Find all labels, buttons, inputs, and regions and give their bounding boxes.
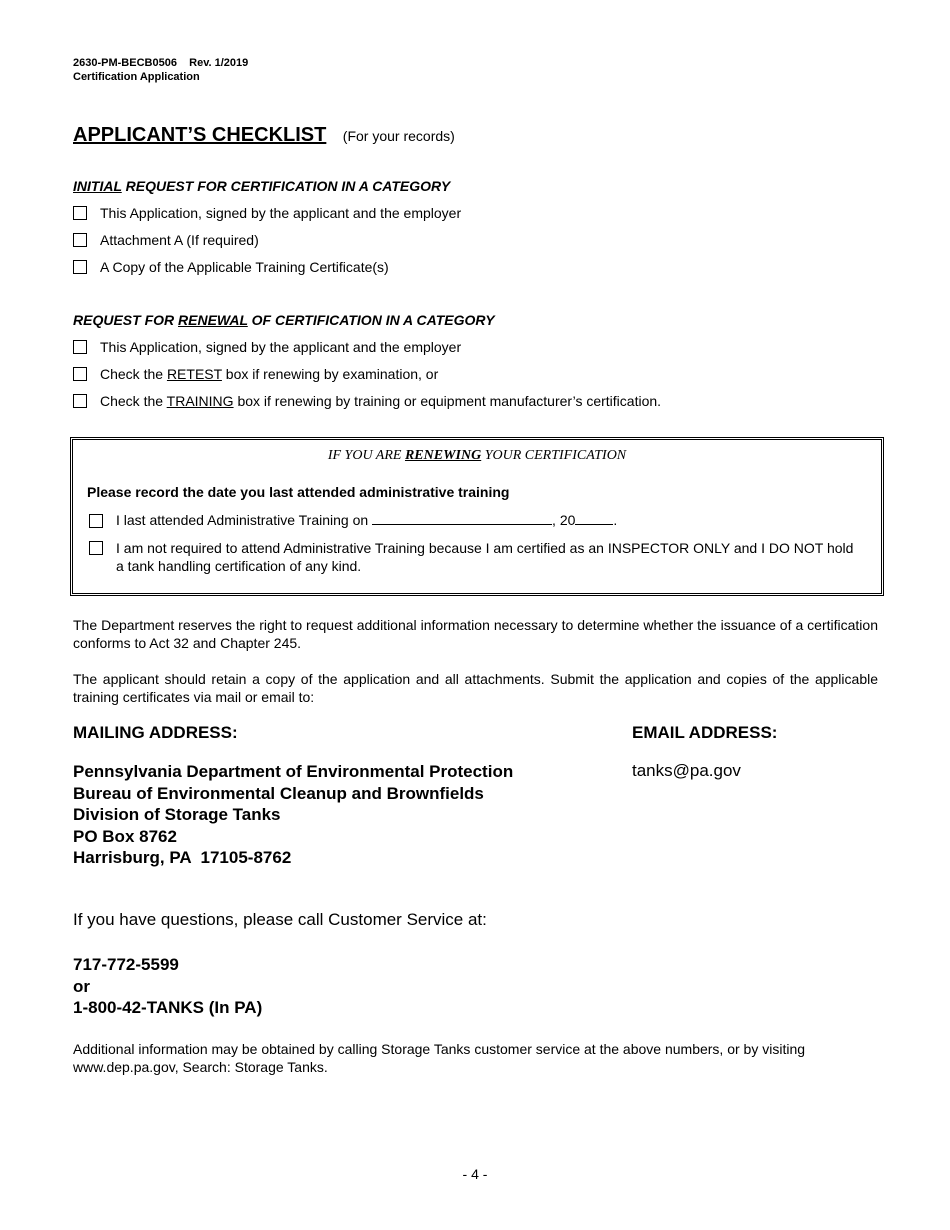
renewing-box-title: [73, 448, 881, 464]
renewing-title-emph: RENEWING: [404, 448, 482, 463]
checklist-title-row: [73, 124, 455, 147]
renewal-item-1-checkbox[interactable]: [73, 340, 87, 354]
renewal-emph: RENEWAL: [178, 312, 248, 328]
inspector-only-label: I am not required to attend Administrative Training because I am certified as an INSPECTOR ONLY and I DO NOT hold a tank handling certification of any kind.: [116, 540, 854, 574]
initial-item-2-label: Attachment A (If required): [100, 232, 259, 248]
renewal-item-1-label: This Application, signed by the applicant and the employer: [100, 339, 462, 355]
mailing-line-5: Harrisburg, PA 17105-8762: [73, 848, 292, 867]
renewal-section-heading: [73, 312, 495, 328]
training-pre: Check the: [100, 393, 167, 409]
mailing-address: [73, 761, 513, 869]
phone-numbers: [73, 954, 262, 1019]
phone-1: 717-772-5599: [73, 955, 179, 974]
department-paragraph: The Department reserves the right to request additional information necessary to determine whether the issuance of a certification conforms to Act 32 and Chapter 245.: [73, 617, 878, 651]
admin-training-date-row: [89, 512, 617, 528]
inspector-only-checkbox[interactable]: [89, 541, 103, 555]
initial-item-1: [73, 205, 461, 221]
retain-paragraph: The applicant should retain a copy of the application and all attachments. Submit the application and copies of the applicable training certificates via mail or email to:: [73, 671, 878, 705]
admin-training-date-label: [116, 512, 617, 528]
page-title: APPLICANT’S CHECKLIST: [73, 124, 327, 146]
renewal-item-2-label: [100, 366, 438, 382]
training-emph: TRAINING: [166, 393, 234, 409]
initial-item-3: [73, 259, 389, 275]
admin-training-date-field[interactable]: [372, 512, 552, 525]
training-post: box if renewing by training or equipment manufacturer’s certification.: [233, 393, 662, 409]
email-address-link[interactable]: tanks@pa.gov: [632, 761, 741, 780]
renewal-item-2-checkbox[interactable]: [73, 367, 87, 381]
page-title-note: (For your records): [342, 128, 455, 144]
email-address-heading: EMAIL ADDRESS:: [632, 723, 778, 742]
retest-pre: Check the: [100, 366, 167, 382]
mailing-address-heading: MAILING ADDRESS:: [73, 723, 238, 742]
page-number: - 4 -: [462, 1166, 488, 1182]
renewal-heading-rest: OF CERTIFICATION IN A CATEGORY: [247, 312, 495, 328]
retest-post: box if renewing by examination, or: [221, 366, 439, 382]
renewal-item-3: [73, 393, 661, 409]
renewing-certification-box: [70, 437, 884, 596]
initial-heading-rest: REQUEST FOR CERTIFICATION IN A CATEGORY: [121, 178, 451, 194]
renewal-item-3-checkbox[interactable]: [73, 394, 87, 408]
admin-training-year-field[interactable]: [575, 512, 613, 525]
form-name: Certification Application: [73, 71, 200, 83]
admin-training-period: .: [613, 512, 618, 528]
mailing-line-2: Bureau of Environmental Cleanup and Brownfields: [73, 783, 484, 803]
admin-training-date-checkbox[interactable]: [89, 514, 103, 528]
mailing-line-1: Pennsylvania Department of Environmental Protection: [73, 762, 514, 781]
renewing-box-subheading: Please record the date you last attended administrative training: [87, 484, 510, 500]
additional-info-paragraph: Additional information may be obtained by calling Storage Tanks customer service at the above numbers, or by visiting www.dep.pa.gov, Search: Storage Tanks.: [73, 1041, 806, 1075]
renewal-heading-pre: REQUEST FOR: [73, 312, 179, 328]
customer-service-question: If you have questions, please call Customer Service at:: [73, 910, 487, 929]
mailing-line-4: PO Box 8762: [73, 826, 177, 846]
form-number: 2630-PM-BECB0506 Rev. 1/2019: [73, 57, 249, 69]
initial-item-2-checkbox[interactable]: [73, 233, 87, 247]
initial-item-3-label: A Copy of the Applicable Training Certificate(s): [100, 259, 389, 275]
renewing-title-pre: IF YOU ARE: [327, 448, 405, 463]
initial-item-1-checkbox[interactable]: [73, 206, 87, 220]
phone-2: 1-800-42-TANKS (In PA): [73, 998, 263, 1017]
initial-item-1-label: This Application, signed by the applicant and the employer: [100, 205, 462, 221]
mailing-line-3: Division of Storage Tanks: [73, 805, 281, 824]
renewal-item-2: [73, 366, 438, 382]
renewing-title-post: YOUR CERTIFICATION: [481, 448, 627, 463]
retest-emph: RETEST: [166, 366, 222, 382]
renewal-item-1: [73, 339, 461, 355]
renewal-item-3-label: [100, 393, 661, 409]
form-header: [73, 56, 248, 84]
initial-item-3-checkbox[interactable]: [73, 260, 87, 274]
inspector-only-row: [89, 539, 865, 575]
initial-item-2: [73, 232, 259, 248]
initial-emph: INITIAL: [73, 178, 122, 194]
initial-section-heading: [73, 178, 450, 194]
admin-training-year-prefix: , 20: [552, 512, 576, 528]
phone-or: or: [73, 976, 90, 996]
admin-training-text: I last attended Administrative Training on: [116, 512, 369, 528]
